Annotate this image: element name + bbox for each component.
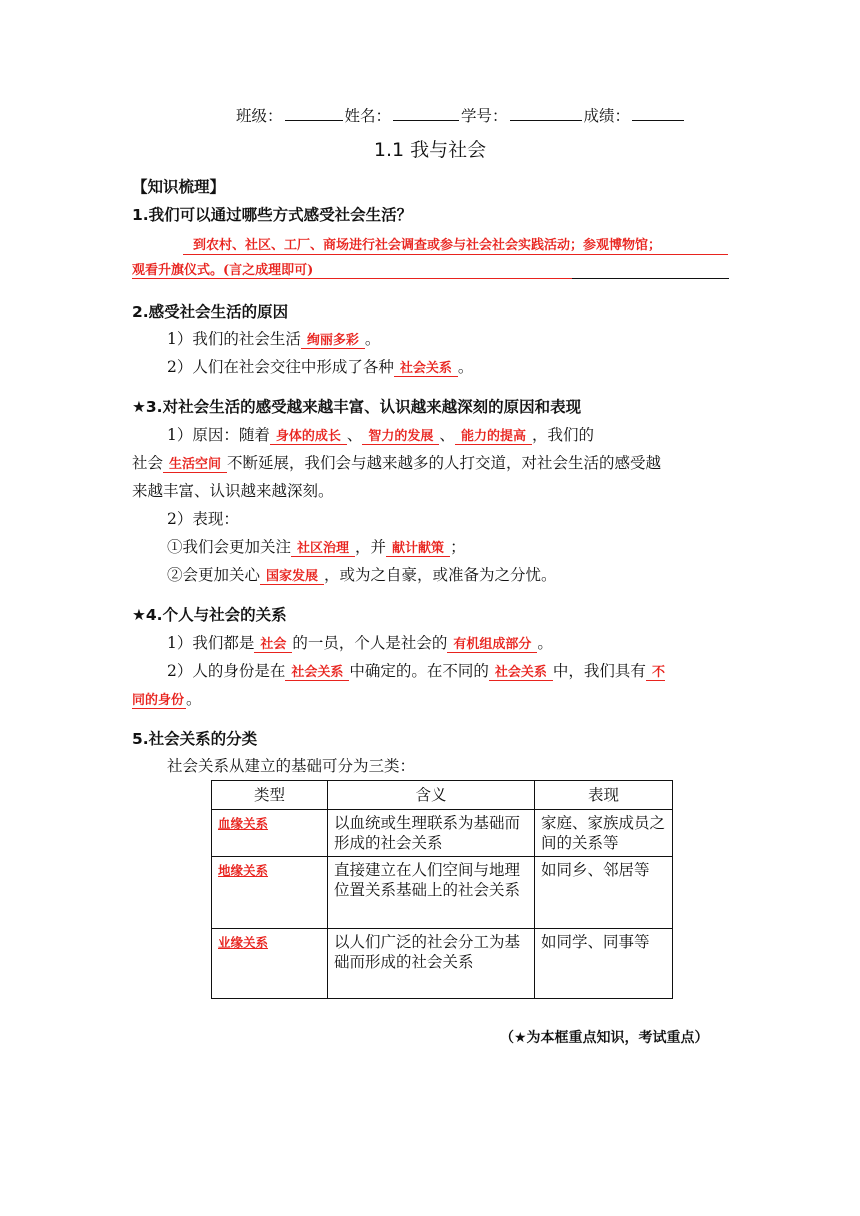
q3-reason-mid: ，我们的 xyxy=(531,426,594,444)
q3-perf1-answer2: 献计献策 xyxy=(386,541,450,557)
class-label: 班级： xyxy=(236,107,283,125)
table-header-meaning: 含义 xyxy=(328,781,535,810)
q3-sep2: 、 xyxy=(439,426,455,444)
section-tag: 【知识梳理】 xyxy=(132,178,226,196)
table-cell-example: 如同学、同事等 xyxy=(535,929,673,999)
name-blank[interactable] xyxy=(393,106,459,121)
q3-reason-prefix: 1）原因：随着 xyxy=(167,426,270,444)
q4-item2-mid: 中确定的。在不同的 xyxy=(349,662,489,680)
table-cell-meaning: 直接建立在人们空间与地理位置关系基础上的社会关系 xyxy=(328,857,535,929)
q5-intro: 社会关系从建立的基础可分为三类： xyxy=(167,757,416,775)
q3-perf2-prefix: ②会更加关心 xyxy=(167,566,261,584)
q4-item1 xyxy=(167,633,553,655)
q3-perf1-answer1: 社区治理 xyxy=(291,541,355,557)
q3-perf2 xyxy=(167,565,557,587)
table-row xyxy=(212,857,673,929)
q1-answer-line2: 观看升旗仪式。(言之成理即可) xyxy=(132,263,314,278)
q1-answer-rule2 xyxy=(132,278,572,279)
q4-item2-mid2: 中，我们具有 xyxy=(552,662,646,680)
name-label: 姓名： xyxy=(344,107,392,125)
q4-item2-cont xyxy=(132,689,202,711)
score-blank[interactable] xyxy=(632,106,684,121)
q4-item2-suffix: 。 xyxy=(186,690,202,708)
table-cell-meaning: 以血统或生理联系为基础而形成的社会关系 xyxy=(328,810,535,857)
student-info-header xyxy=(236,106,686,126)
q3-reason-answer3: 能力的提高 xyxy=(455,429,532,445)
relation-type-label: 血缘关系 xyxy=(218,816,269,831)
q2-item1-answer: 绚丽多彩 xyxy=(301,333,365,349)
q2-item2-text: 2）人们在社会交往中形成了各种 xyxy=(167,358,394,376)
q4-item1-mid: 的一员，个人是社会的 xyxy=(292,634,448,652)
q1-heading: 1.我们可以通过哪些方式感受社会生活？ xyxy=(132,206,413,224)
q2-item2-suffix: 。 xyxy=(457,358,474,376)
q3-perf-label: 2）表现： xyxy=(167,510,239,528)
q3-heading: ★3.对社会生活的感受越来越丰富、认识越来越深刻的原因和表现 xyxy=(132,398,582,416)
q2-item1 xyxy=(167,329,380,351)
q3-line2-suffix: 不断延展，我们会与越来越多的人打交道，对社会生活的感受越 xyxy=(227,454,662,472)
table-cell-type xyxy=(212,857,328,929)
q2-item2 xyxy=(167,357,473,379)
table-row xyxy=(212,929,673,999)
q1-answer-line1: 到农村、社区、工厂、商场进行社会调查或参与社会社会实践活动；参观博物馆； xyxy=(193,238,662,253)
q5-heading: 5.社会关系的分类 xyxy=(132,730,258,748)
table-row xyxy=(212,810,673,857)
table-cell-meaning: 以人们广泛的社会分工为基础而形成的社会关系 xyxy=(328,929,535,999)
q4-item2-answer2: 社会关系 xyxy=(489,665,553,681)
q3-reason-answer2: 智力的发展 xyxy=(362,429,439,445)
q4-item2-answer3b: 同的身份 xyxy=(132,693,185,708)
q3-sep1: 、 xyxy=(346,426,363,444)
q4-item1-suffix: 。 xyxy=(537,634,553,652)
table-header-type: 类型 xyxy=(212,781,328,810)
q1-answer-rule3 xyxy=(572,278,729,279)
table-header-row xyxy=(212,781,673,810)
page-title: 1.1 我与社会 xyxy=(373,139,487,161)
q4-item2-answer1: 社会关系 xyxy=(285,665,349,681)
q3-perf2-suffix: ，或为之自豪，或准备为之分忧。 xyxy=(324,566,557,584)
q2-heading: 2.感受社会生活的原因 xyxy=(132,303,289,321)
id-blank[interactable] xyxy=(510,106,582,121)
q2-item2-answer: 社会关系 xyxy=(394,361,458,377)
q1-answer-rule1 xyxy=(183,254,728,255)
footnote: （★为本框重点知识，考试重点） xyxy=(500,1030,709,1046)
relation-type-label: 业缘关系 xyxy=(218,935,269,950)
q3-line2-answer: 生活空间 xyxy=(163,457,227,473)
q3-perf1-mid: ，并 xyxy=(355,538,387,556)
table-header-example: 表现 xyxy=(535,781,673,810)
q3-perf2-answer: 国家发展 xyxy=(260,569,324,585)
q3-perf1-prefix: ①我们会更加关注 xyxy=(167,538,292,556)
table-cell-example: 如同乡、邻居等 xyxy=(535,857,673,929)
q3-reason-line2 xyxy=(132,453,661,475)
q4-heading: ★4.个人与社会的关系 xyxy=(132,606,287,624)
score-label: 成绩： xyxy=(583,107,631,125)
q4-item1-answer2: 有机组成部分 xyxy=(447,637,537,653)
q4-item2-prefix: 2）人的身份是在 xyxy=(167,662,286,680)
class-blank[interactable] xyxy=(285,106,343,121)
q3-reason-line1 xyxy=(167,425,594,447)
q3-perf1-suffix: ； xyxy=(450,538,466,556)
relations-table xyxy=(211,780,673,999)
table-cell-type xyxy=(212,929,328,999)
q2-item1-suffix: 。 xyxy=(364,330,381,348)
table-cell-type xyxy=(212,810,328,857)
q4-item2-answer3a: 不 xyxy=(646,665,665,681)
q3-perf1 xyxy=(167,537,466,559)
id-label: 学号： xyxy=(461,107,508,125)
relation-type-label: 地缘关系 xyxy=(218,863,269,878)
q4-item1-prefix: 1）我们都是 xyxy=(167,634,255,652)
q3-reason-answer1: 身体的成长 xyxy=(270,429,347,445)
table-cell-example: 家庭、家族成员之间的关系等 xyxy=(535,810,673,857)
q3-line2-prefix: 社会 xyxy=(132,454,164,472)
q3-reason-line3: 来越丰富、认识越来越深刻。 xyxy=(132,482,334,500)
q4-item1-answer1: 社会 xyxy=(254,637,292,653)
q2-item1-text: 1）我们的社会生活 xyxy=(167,330,301,348)
q4-item2 xyxy=(167,661,665,683)
